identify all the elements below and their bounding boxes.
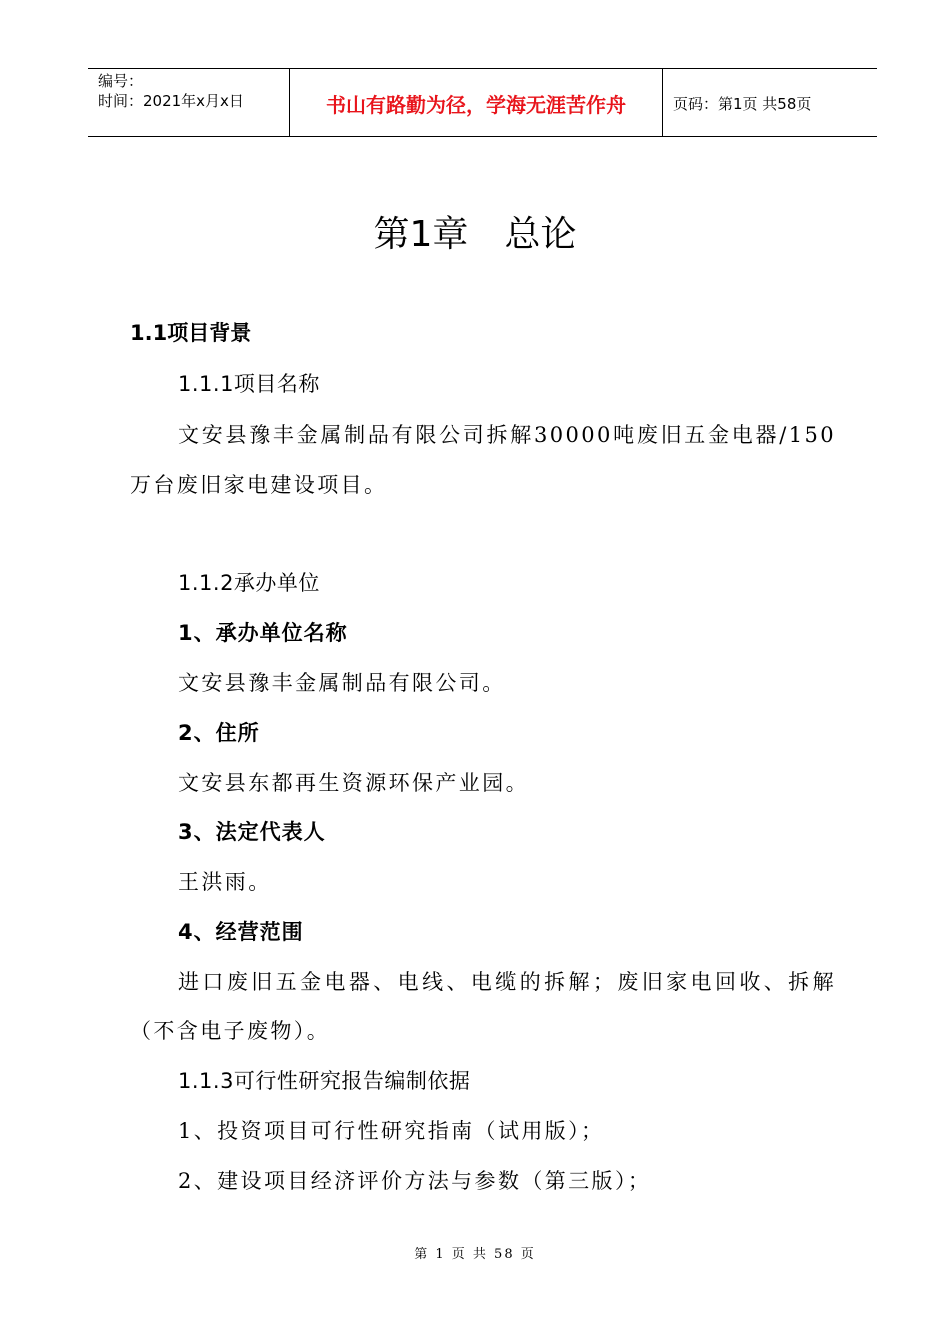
basis-item-2: 2、建设项目经济评价方法与参数（第三版）； xyxy=(178,1169,652,1193)
item-title-business-scope: 4、经营范围 xyxy=(178,920,304,944)
basis-item-1: 1、投资项目可行性研究指南（试用版）； xyxy=(178,1119,605,1143)
chapter-number: 第1章 xyxy=(373,214,469,255)
item-text-unit-name: 文安县豫丰金属制品有限公司。 xyxy=(178,671,506,695)
subsection-heading-1-1-3: 1.1.3可行性研究报告编制依据 xyxy=(178,1069,471,1093)
item-title-legal-rep: 3、法定代表人 xyxy=(178,820,326,844)
document-time-label: 时间：2021年x月x日 xyxy=(98,92,244,110)
subsection-heading-1-1-2: 1.1.2承办单位 xyxy=(178,571,320,595)
header-motto: 书山有路勤为径，学海无涯苦作舟 xyxy=(290,69,663,136)
page-footer: 第 1 页 共 58 页 xyxy=(414,1247,536,1262)
item-title-unit-name: 1、承办单位名称 xyxy=(178,621,348,645)
header-meta xyxy=(88,69,290,136)
item-text-legal-rep: 王洪雨。 xyxy=(178,870,272,894)
chapter-title xyxy=(0,212,950,258)
header-page-info: 页码：第1页 共58页 xyxy=(673,95,812,113)
page-header xyxy=(88,68,877,137)
document-number-label: 编号： xyxy=(98,72,144,90)
subsection-heading-1-1-1: 1.1.1项目名称 xyxy=(178,372,320,396)
project-name-text-line-1: 文安县豫丰金属制品有限公司拆解30000吨废旧五金电器/150 xyxy=(178,423,836,447)
item-title-address: 2、住所 xyxy=(178,721,260,745)
project-name-text-line-2: 万台废旧家电建设项目。 xyxy=(130,473,388,497)
section-heading-1-1: 1.1项目背景 xyxy=(130,321,252,345)
item-text-business-scope-line-1: 进口废旧五金电器、电线、电缆的拆解；废旧家电回收、拆解 xyxy=(178,970,836,994)
item-text-address: 文安县东都再生资源环保产业园。 xyxy=(178,771,529,795)
item-text-business-scope-line-2: （不含电子废物）。 xyxy=(130,1019,331,1043)
chapter-name: 总论 xyxy=(504,214,577,255)
